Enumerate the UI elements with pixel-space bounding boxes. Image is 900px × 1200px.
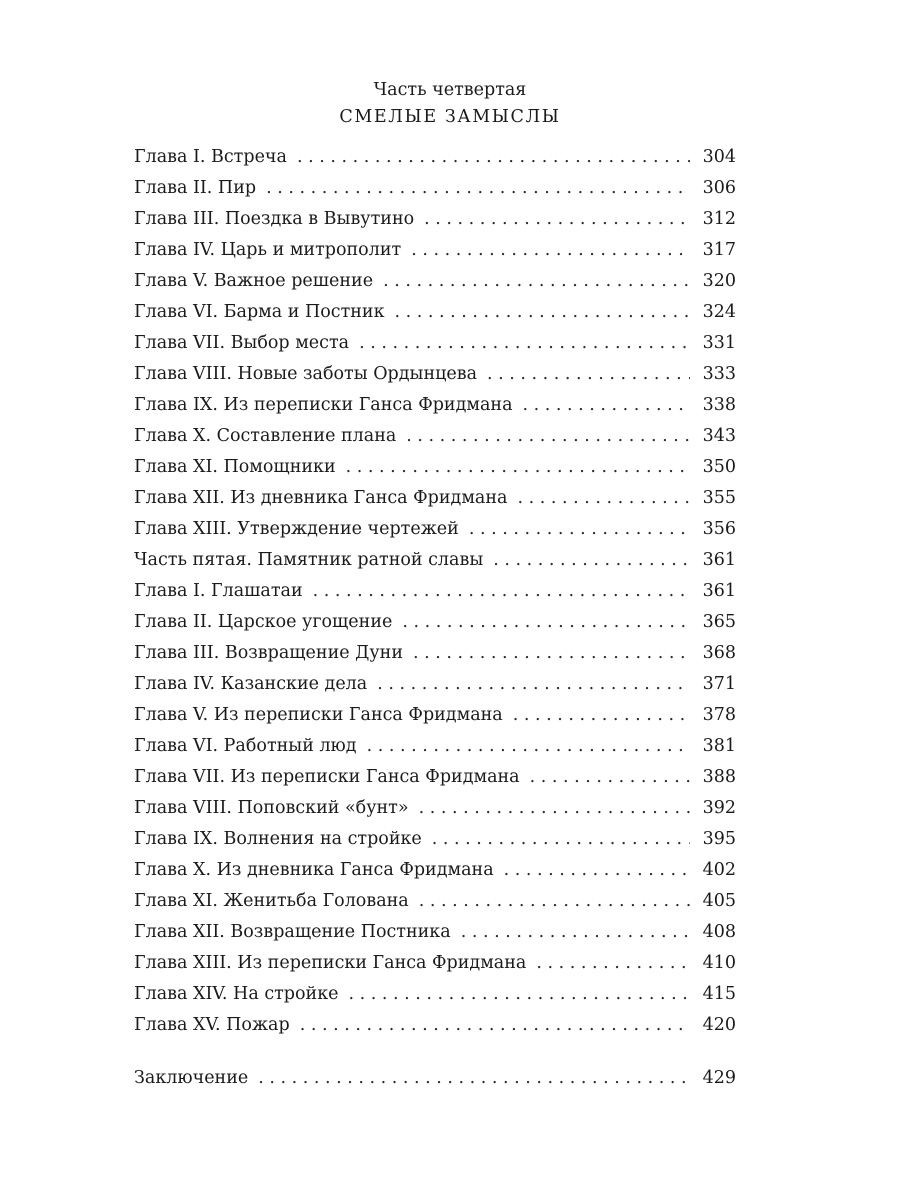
- dot-leader: [517, 483, 690, 514]
- toc-entry[interactable]: [134, 607, 736, 638]
- toc-entry-title: Глава I. Глашатаи: [134, 581, 303, 601]
- toc-entry[interactable]: [134, 421, 736, 452]
- toc-entry-page: 381: [702, 736, 736, 756]
- toc-entry[interactable]: [134, 824, 736, 855]
- toc-entry-title: Глава II. Царское угощение: [134, 612, 393, 632]
- toc-entry-page: 378: [702, 705, 736, 725]
- dot-leader: [359, 328, 690, 359]
- toc-entry[interactable]: [134, 700, 736, 731]
- toc-entry-page: 338: [702, 395, 736, 415]
- toc-entry-page: 331: [702, 333, 736, 353]
- toc-entry-page: 420: [702, 1015, 736, 1035]
- toc-entry-page: 410: [702, 953, 736, 973]
- dot-leader: [487, 359, 690, 390]
- toc-entry-page: 371: [702, 674, 736, 694]
- dot-leader: [258, 1063, 690, 1094]
- toc-entry-title: Глава II. Пир: [134, 178, 257, 198]
- toc-entry-page: 405: [702, 891, 736, 911]
- toc-entry-page: 320: [702, 271, 736, 291]
- toc-entry-page: 324: [702, 302, 736, 322]
- dot-leader: [300, 1010, 690, 1041]
- toc-entry-title: Глава VIII. Поповский «бунт»: [134, 798, 409, 818]
- dot-leader: [530, 762, 690, 793]
- toc-entry-title: Глава IV. Казанские дела: [134, 674, 368, 694]
- toc-entry-title: Глава V. Важное решение: [134, 271, 374, 291]
- dot-leader: [346, 452, 690, 483]
- dot-leader: [411, 235, 690, 266]
- toc-entry-page: 312: [702, 209, 736, 229]
- toc-entry-page: 392: [702, 798, 736, 818]
- toc-entry-title: Заключение: [134, 1068, 249, 1088]
- toc-entry-page: 356: [702, 519, 736, 539]
- dot-leader: [349, 979, 691, 1010]
- dot-leader: [432, 824, 690, 855]
- toc-entry-page: 368: [702, 643, 736, 663]
- toc-entry-page: 350: [702, 457, 736, 477]
- toc-entry-page: 395: [702, 829, 736, 849]
- toc-entry[interactable]: [134, 514, 736, 545]
- toc-entry-title: Глава VII. Из переписки Ганса Фридмана: [134, 767, 520, 787]
- toc-entry-title: Глава III. Поездка в Вывутино: [134, 209, 415, 229]
- dot-leader: [377, 669, 690, 700]
- toc-entry[interactable]: [134, 1063, 736, 1094]
- toc-entry-title: Глава XV. Пожар: [134, 1015, 290, 1035]
- toc-entry-title: Глава IX. Волнения на стройке: [134, 829, 422, 849]
- dot-leader: [419, 793, 690, 824]
- dot-leader: [367, 731, 690, 762]
- dot-leader: [413, 638, 690, 669]
- toc-entry[interactable]: [134, 483, 736, 514]
- table-of-contents: [134, 142, 736, 1094]
- dot-leader: [504, 855, 690, 886]
- toc-entry[interactable]: [134, 1010, 736, 1041]
- toc-entry-title: Глава V. Из переписки Ганса Фридмана: [134, 705, 503, 725]
- toc-entry-page: 361: [702, 550, 736, 570]
- toc-entry-title: Глава I. Встреча: [134, 147, 287, 167]
- toc-entry-title: Глава IV. Царь и митрополит: [134, 240, 402, 260]
- toc-entry-title: Часть пятая. Памятник ратной славы: [134, 550, 484, 570]
- toc-entry[interactable]: [134, 638, 736, 669]
- dot-leader: [469, 514, 690, 545]
- toc-entry[interactable]: [134, 576, 736, 607]
- toc-entry-title: Глава III. Возвращение Дуни: [134, 643, 404, 663]
- toc-entry[interactable]: [134, 948, 736, 979]
- dot-leader: [297, 142, 690, 173]
- dot-leader: [493, 545, 690, 576]
- toc-entry-title: Глава XI. Помощники: [134, 457, 336, 477]
- toc-entry-title: Глава VI. Барма и Постник: [134, 302, 385, 322]
- toc-entry-title: Глава X. Составление плана: [134, 426, 397, 446]
- toc-entry-title: Глава VI. Работный люд: [134, 736, 357, 756]
- toc-entry-page: 388: [702, 767, 736, 787]
- toc-entry-page: 304: [702, 147, 736, 167]
- toc-entry-page: 317: [702, 240, 736, 260]
- toc-entry-title: Глава VIII. Новые заботы Ордынцева: [134, 364, 478, 384]
- toc-entry-page: 333: [702, 364, 736, 384]
- toc-entry[interactable]: [134, 886, 736, 917]
- toc-entry[interactable]: [134, 142, 736, 173]
- dot-leader: [383, 266, 690, 297]
- toc-entry-page: 415: [702, 984, 736, 1004]
- toc-entry[interactable]: [134, 235, 736, 266]
- dot-leader: [536, 948, 690, 979]
- toc-entry-page: 408: [702, 922, 736, 942]
- toc-entry[interactable]: [134, 762, 736, 793]
- toc-entry-title: Глава XIV. На стройке: [134, 984, 339, 1004]
- toc-entry-page: 343: [702, 426, 736, 446]
- toc-entry-page: 402: [702, 860, 736, 880]
- dot-leader: [424, 204, 690, 235]
- dot-leader: [461, 917, 690, 948]
- toc-entry[interactable]: [134, 173, 736, 204]
- toc-entry[interactable]: [134, 328, 736, 359]
- toc-entry[interactable]: [134, 545, 736, 576]
- part-title: Часть четвертая: [373, 80, 527, 100]
- toc-entry-title: Глава XI. Женитьба Голована: [134, 891, 409, 911]
- toc-entry[interactable]: [134, 297, 736, 328]
- toc-entry[interactable]: [134, 359, 736, 390]
- dot-leader: [419, 886, 690, 917]
- dot-leader: [266, 173, 690, 204]
- dot-leader: [395, 297, 690, 328]
- toc-entry-title: Глава IX. Из переписки Ганса Фридмана: [134, 395, 513, 415]
- dot-leader: [406, 421, 690, 452]
- toc-entry-title: Глава XII. Возвращение Постника: [134, 922, 451, 942]
- toc-entry-page: 306: [702, 178, 736, 198]
- toc-entry[interactable]: [134, 390, 736, 421]
- toc-entry[interactable]: [134, 731, 736, 762]
- toc-entry[interactable]: [134, 855, 736, 886]
- dot-leader: [402, 607, 690, 638]
- toc-entry-title: Глава XII. Из дневника Ганса Фридмана: [134, 488, 508, 508]
- dot-leader: [523, 390, 690, 421]
- toc-entry[interactable]: [134, 979, 736, 1010]
- part-subtitle: СМЕЛЫЕ ЗАМЫСЛЫ: [339, 107, 561, 127]
- toc-entry[interactable]: [134, 793, 736, 824]
- toc-entry-page: 361: [702, 581, 736, 601]
- toc-entry-title: Глава VII. Выбор места: [134, 333, 350, 353]
- toc-entry-page: 355: [702, 488, 736, 508]
- toc-entry[interactable]: [134, 204, 736, 235]
- toc-entry-title: Глава XIII. Из переписки Ганса Фридмана: [134, 953, 527, 973]
- toc-entry[interactable]: [134, 266, 736, 297]
- toc-entry[interactable]: [134, 452, 736, 483]
- dot-leader: [513, 700, 690, 731]
- toc-entry-title: Глава X. Из дневника Ганса Фридмана: [134, 860, 494, 880]
- dot-leader: [313, 576, 690, 607]
- toc-entry-page: 365: [702, 612, 736, 632]
- toc-entry[interactable]: [134, 669, 736, 700]
- toc-entry[interactable]: [134, 917, 736, 948]
- toc-entry-page: 429: [702, 1068, 736, 1088]
- toc-entry-title: Глава XIII. Утверждение чертежей: [134, 519, 459, 539]
